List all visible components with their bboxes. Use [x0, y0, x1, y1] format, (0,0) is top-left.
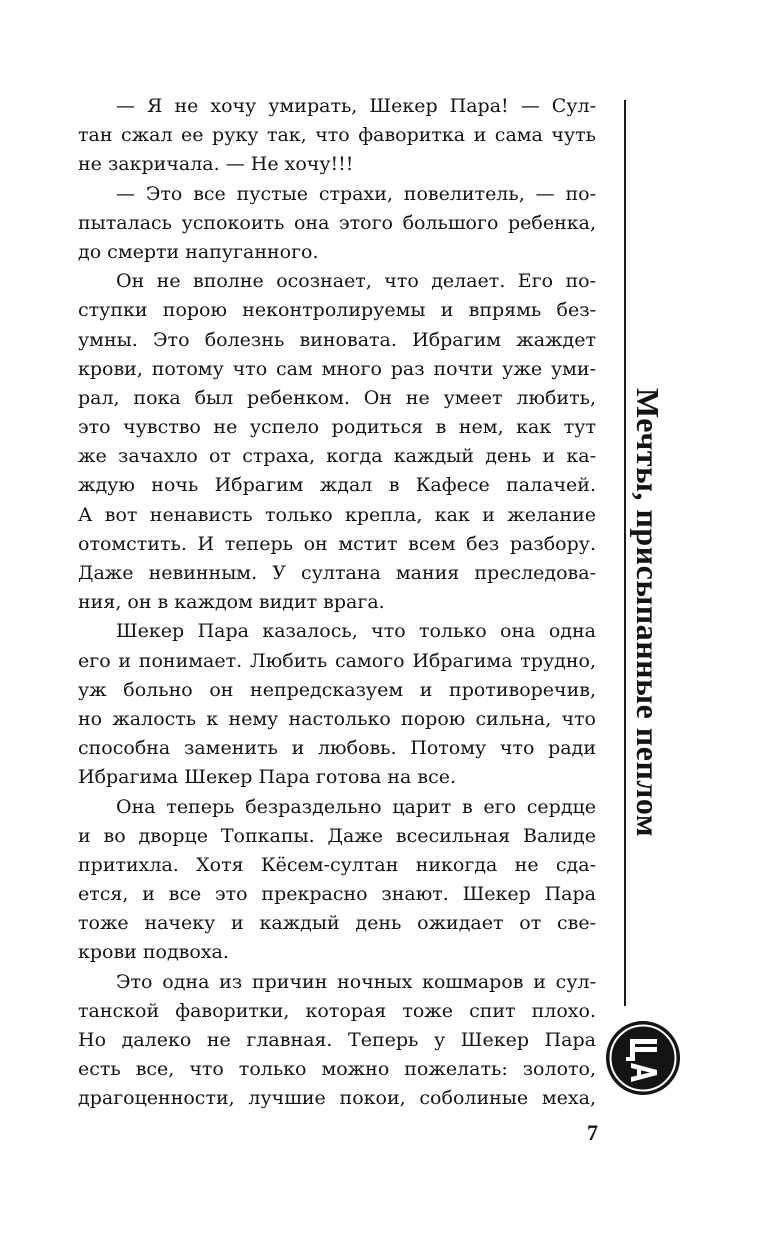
text-line: его и понимает. Любить самого Ибрагима трудно, — [78, 649, 596, 672]
text-line: способна заменить и любовь. Потому что ради — [78, 737, 596, 760]
text-line: тан сжал ее руку так, что фаворитка и сама чуть — [78, 124, 596, 147]
paragraph — [78, 92, 596, 180]
text-line: — Это все пустые страхи, повелитель, — по- — [116, 182, 596, 205]
text-line: Он не вполне осознает, что делает. Его по- — [116, 270, 596, 293]
text-line: не закричала. — Не хочу!!! — [78, 153, 354, 176]
text-line: ступки порою неконтролируемы и впрямь без- — [78, 299, 596, 322]
text-line: но жалость к нему настолько порою сильна, что — [78, 707, 596, 730]
text-line: — Я не хочу умирать, Шекер Пара! — Сул- — [116, 95, 596, 117]
text-line: крови подвоха. — [78, 941, 229, 964]
text-line: уж больно он непредсказуем и противоречив, — [78, 678, 596, 701]
text-line: танской фаворитки, которая тоже спит плохо. — [78, 999, 596, 1022]
text-line: же зачахло от страха, когда каждый день и ка- — [78, 445, 596, 468]
page-number: 7 — [587, 1120, 598, 1145]
paragraph — [78, 617, 596, 792]
paragraph — [78, 180, 596, 268]
text-line: Это одна из причин ночных кошмаров и сул- — [116, 970, 596, 993]
text-line: есть все, что только можно пожелать: золото, — [78, 1058, 596, 1081]
text-line: притихла. Хотя Кёсем-султан никогда не сда- — [78, 853, 596, 876]
text-line: ждую ночь Ибрагим ждал в Кафесе палачей. — [78, 474, 596, 497]
text-line: и во дворце Топкапы. Даже всесильная Валиде — [78, 824, 596, 847]
text-line: Ибрагима Шекер Пара готова на все. — [78, 766, 456, 789]
text-line: ния, он в каждом видит врага. — [78, 591, 385, 614]
running-title: Мечты, присыпанные пеплом — [630, 388, 666, 838]
text-line: это чувство не успело родиться в нем, как тут — [78, 416, 596, 439]
text-line: пыталась успокоить она этого большого ребенка, — [78, 211, 596, 234]
paragraph — [78, 968, 596, 1114]
text-line: до смерти напуганного. — [78, 240, 319, 263]
body-text — [78, 92, 596, 1114]
text-line: рал, пока был ребенком. Он не умеет любить, — [78, 386, 596, 409]
paragraph — [78, 267, 596, 617]
publisher-logo-icon — [605, 1020, 681, 1096]
text-line: отомстить. И теперь он мстит всем без разбору. — [78, 532, 596, 555]
margin-rule — [624, 100, 626, 1006]
text-line: Она теперь безраздельно царит в его сердце — [116, 795, 596, 818]
text-line: умны. Это болезнь виновата. Ибрагим жаждет — [78, 328, 596, 351]
text-line: ется, и все это прекрасно знают. Шекер Пара — [78, 883, 596, 906]
text-line: крови, потому что сам много раз почти уже уми- — [78, 357, 596, 380]
text-line: драгоценности, лучшие покои, соболиные меха, — [78, 1087, 596, 1110]
text-line: Шекер Пара казалось, что только она одна — [116, 620, 596, 643]
paragraph — [78, 793, 596, 968]
text-line: Но далеко не главная. Теперь у Шекер Пара — [78, 1029, 596, 1051]
text-line: Даже невинным. У султана мания преследова- — [78, 562, 596, 584]
text-line: А вот ненависть только крепла, как и желание — [78, 503, 596, 526]
text-line: тоже начеку и каждый день ожидает от све- — [78, 912, 596, 935]
